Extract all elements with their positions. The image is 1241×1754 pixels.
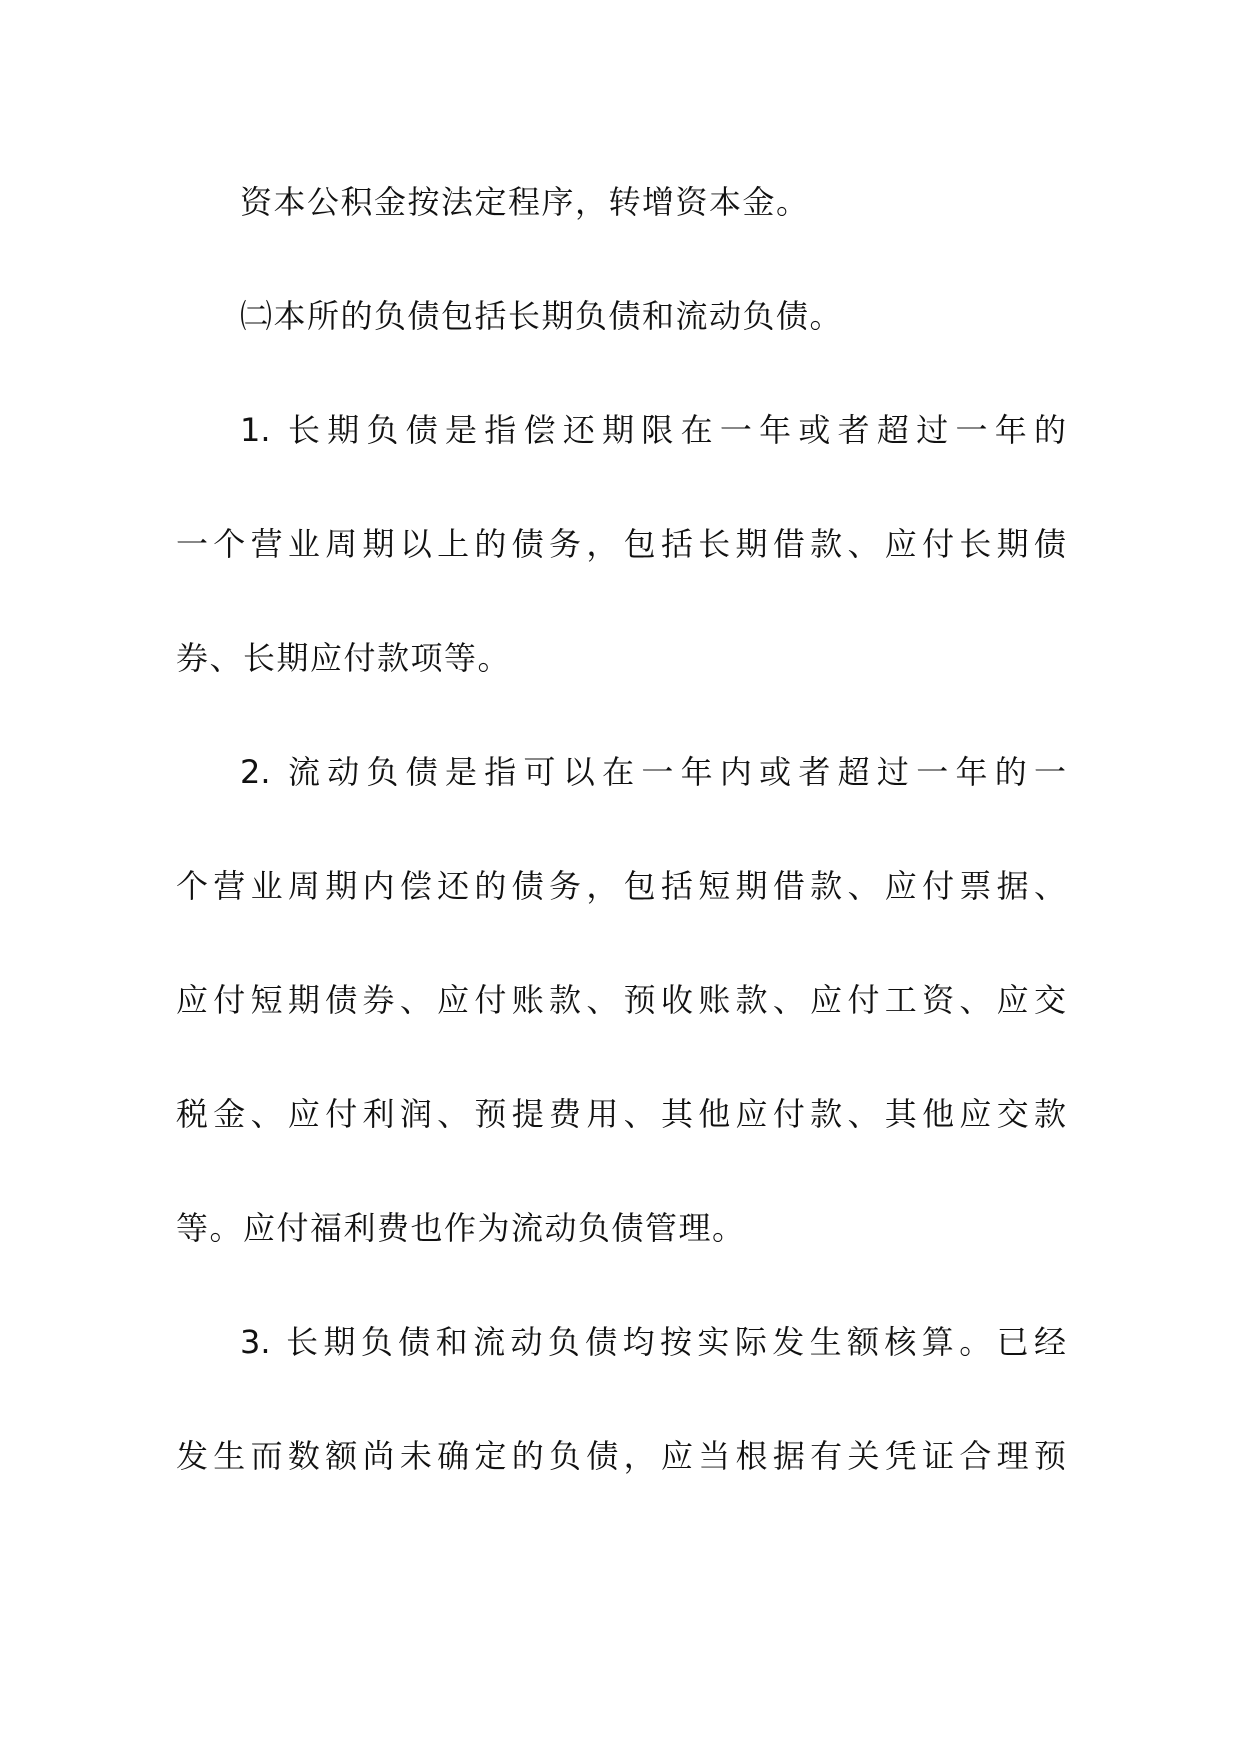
paragraph-line-11: 3. 长期负债和流动负债均按实际发生额核算。已经 <box>240 1323 1066 1361</box>
paragraph-line-6: 2. 流动负债是指可以在一年内或者超过一年的一 <box>240 753 1066 791</box>
paragraph-line-4: 一个营业周期以上的债务，包括长期借款、应付长期债 <box>176 525 1066 563</box>
paragraph-line-9: 税金、应付利润、预提费用、其他应付款、其他应交款 <box>176 1095 1066 1133</box>
paragraph-line-7: 个营业周期内偿还的债务，包括短期借款、应付票据、 <box>176 867 1066 905</box>
paragraph-line-10: 等。应付福利费也作为流动负债管理。 <box>176 1209 746 1247</box>
paragraph-line-1: 资本公积金按法定程序，转增资本金。 <box>240 183 810 221</box>
paragraph-line-12: 发生而数额尚未确定的负债，应当根据有关凭证合理预 <box>176 1437 1066 1475</box>
paragraph-line-5: 券、长期应付款项等。 <box>176 639 512 677</box>
paragraph-line-2: ㈡本所的负债包括长期负债和流动负债。 <box>240 297 844 335</box>
paragraph-line-8: 应付短期债券、应付账款、预收账款、应付工资、应交 <box>176 981 1066 1019</box>
paragraph-line-3: 1. 长期负债是指偿还期限在一年或者超过一年的 <box>240 411 1066 449</box>
